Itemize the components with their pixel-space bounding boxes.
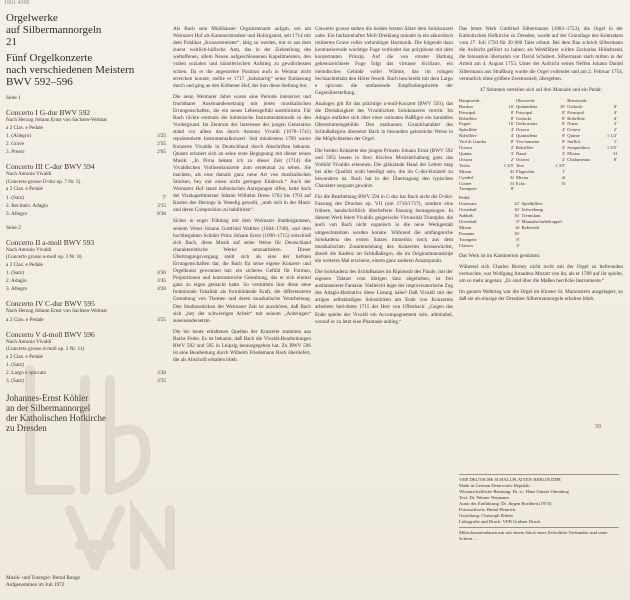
stop-name: Octavbaß (459, 207, 477, 213)
stop-name: Gedackt (567, 103, 583, 109)
divider (459, 527, 619, 528)
publisher-line: Autor der Einführung: Dr. Jürgen Buchheit (1973) (459, 501, 552, 506)
stop-name: Nasat (515, 151, 527, 156)
track-time: 3'20 (157, 370, 166, 377)
stoplist-header: Brustwerk: (567, 97, 588, 103)
track-row (6, 202, 166, 210)
stop-name: Bordun (459, 103, 473, 109)
track-name: 1. (Satz) (6, 270, 24, 277)
stop-name: Vox humana (515, 139, 539, 145)
work-source: Nach Antonio Vivaldi (6, 246, 52, 253)
work-original: (Concerto grosso a-moll op. 3 Nr. 8) (6, 254, 82, 261)
track-name: 1. (Satz) (6, 194, 24, 201)
stop-pitch: 1' (562, 168, 566, 174)
stop-name: Octava (515, 156, 529, 162)
stop-pitch: 2' (510, 145, 514, 151)
stoplist-header: Oberwerk: (515, 97, 536, 103)
divider (459, 474, 619, 475)
track-row (6, 369, 166, 377)
track-row (6, 148, 166, 156)
stop-pitch: 8' (510, 115, 514, 121)
performer-instrument: an der Silbermannorgel (6, 403, 91, 414)
stop-pitch: 16' (508, 103, 514, 109)
stop-name: Octava (459, 156, 473, 162)
stop-name: Rohrflöte (459, 115, 477, 121)
stop-name: Octava (567, 127, 581, 133)
accessory-name: Baßventil (521, 224, 540, 230)
stop-pitch: 5f (510, 180, 514, 186)
stop-pitch: 8' (510, 139, 514, 145)
stop-pitch: 16' (514, 230, 520, 236)
essay-column-1 (173, 26, 311, 368)
stop-name: Octavbaß (459, 218, 477, 224)
accessory-name: Manualschiebekoppel (521, 218, 562, 224)
track-time: 4'30 (157, 270, 166, 277)
stop-name: Trompete (459, 236, 477, 242)
stop-pitch: 4' (613, 109, 617, 115)
track-row (6, 194, 166, 202)
track-row (6, 377, 166, 385)
stoplist-row (459, 186, 619, 192)
stop-pitch: 16' (514, 213, 520, 219)
album-title-line3: BWV 592–596 (6, 76, 73, 88)
stop-pitch: 3' (613, 121, 617, 127)
stop-name: Mixtur (515, 174, 529, 180)
stop-name: Terz (515, 162, 525, 168)
stop-pitch: 1' (613, 139, 617, 145)
stop-pitch: 3' (562, 151, 566, 156)
track-time: 2'35 (157, 141, 166, 148)
stop-name: Cornet (459, 180, 472, 186)
stop-pitch: 6f (515, 224, 520, 230)
track-time: 8'30 (157, 210, 166, 217)
stop-pitch: 3f (510, 174, 514, 180)
work-title: Concerto I G-dur BWV 592 (6, 108, 91, 118)
work-title: Concerto II a-moll BWV 593 (6, 237, 95, 247)
paragraph: Analoges gilt für das prächtige a-moll-Konzert (BWV 593), das die Dreisätzigkeit des Vivaldischen Solokonzerts vertritt. Im Adagio entfaltet sich über einer ostinaten Baßfigur ein kantables Oberstimmengebilde. Den markanten Grundcharakter des Schlußallegros übersetzt Bach in besonders geistreiche Weise in die Möglichkeiten der Orgel. (315, 100, 453, 143)
track-row (6, 277, 166, 285)
series-title-line1: Orgelwerke (6, 12, 58, 24)
track-time: 7' (162, 194, 166, 201)
track-time: 4'20 (157, 286, 166, 293)
stop-pitch: 5f (561, 180, 566, 186)
track-row (6, 361, 166, 369)
catalog-code: 1661 4100 (4, 0, 30, 6)
credit-recorded: Aufgenommen im Juli 1972 (6, 582, 65, 588)
track-name: 1. (Allegro) (6, 133, 32, 140)
stop-name: Fagott (459, 121, 471, 127)
stop-name: Tertia (459, 162, 470, 168)
track-time: 3'35 (157, 378, 166, 385)
stop-pitch: 4' (613, 115, 617, 121)
stop-name: Viol di Gamba (459, 139, 487, 145)
track-name: 2. Recitativ. Adagio (6, 202, 49, 209)
performer-name: Johannes-Ernst Köhler (6, 393, 89, 404)
side-2-label: Seite 2 (6, 224, 21, 231)
work-original: (Concerto grosso D-dur op. 7 Nr. 5) (6, 178, 81, 185)
stop-name: Quintadena (515, 103, 538, 109)
stop-name: Rohrflöte (567, 115, 585, 121)
track-time: 2'05 (157, 149, 166, 156)
work-source: Nach Antonio Vivaldi (6, 171, 52, 178)
stop-pitch: 16' (508, 121, 514, 127)
paragraph: Die Solokadenz des Schlußsatzes im Ripienstil des Finale, mit der eigenen Taktart vom übrigen Satz abgehoben, ist frei ausfantasierte Fantasie. Vielleicht legte der improvisatorische Zug des Adagio-Rezitativs diese Lösung nahe? Daß Vivaldi mit der artigen selbständigen Solostücken am Ende von Konzerten arbeitete, berichtete 1715 der Herr von Uffenbach: „Gegen das Ende spielte der Vivaldi ein Accompagnement solo, admirabel, worauf er zu letzt eine Phantasie anhing.“ (315, 269, 453, 325)
publisher-box (459, 472, 619, 542)
accessory-name: Tremulant (521, 213, 541, 219)
track-row (6, 132, 166, 140)
stop-name: Nasat (567, 121, 578, 127)
publisher-line: Text: Dr. Werner Neumann (459, 495, 509, 500)
stop-pitch: 8' (562, 133, 566, 139)
stop-pitch: 1 1/2' (606, 133, 617, 139)
stop-pitch: 4' (562, 145, 566, 151)
stop-pitch: 8' (613, 103, 617, 109)
accessory-name: Spielhilfen: (521, 201, 543, 207)
publisher-footnote: Mikrofonaufnahmen mit seit einem Stück eines Zeitschlitz-Tonbandes sind unter Schirm … (459, 530, 608, 541)
stop-name: Posaune (459, 230, 475, 236)
essay-column-2 (315, 26, 453, 330)
stop-pitch: 2' (510, 156, 514, 162)
stop-name: Octava (515, 127, 529, 133)
stop-pitch: 32' (514, 201, 520, 207)
stop-pitch: 8' (510, 186, 514, 192)
stop-name: Chalumeaux (567, 156, 591, 162)
series-number: 21 (6, 36, 17, 48)
track-row (6, 316, 166, 324)
stop-pitch: 16' (559, 103, 566, 109)
series-title-line2: auf Silbermannorgeln (6, 24, 102, 36)
accessory-name: Schwebung (521, 207, 543, 213)
work-scoring: a 2 Clav. e Pedale (6, 316, 44, 323)
paragraph: Die neun Weimarer Jahre waren eine Periode intensiver und fruchtbarer Auseinandersetzung mit jenen musikalischen Errungenschaften, die ein neues Lebensgefühl ausdrückten. Für Bach rückte erstmals die italienische Instrumentalmusik in den Vordergrund. Im Zentrum des Interesses der jungen Generation stand vor allem das durch Antonio Vivaldi (1678–1741) repräsentierte Instrumentalkonzert. Seit mindestens 1709 waren Konzerte Vivaldis in Deutschland durch Abschriften bekannt. Quantz erinnert sich an seine erste Begegnung mit dieser neuen Musik: „In Pirna bekam ich zu dieser Zeit (1714) die Vivaldischen Violinenkonzerte zum erstenmal zu sehen. Sie machten, als eine damals ganz neue Art von musikalischen Stücken, bey mir einen nicht geringen Eindruck.“ Auch der Weimarer Hof stand italienischen Anregungen offen, hatte doch der Vizekapellmeister Johann Wilhelm Drese 1702 bis 1703 auf Kosten des Herzogs in Venedig geweilt, „umb sich in der Music und deren Composition zu habilitiren“. (173, 93, 311, 214)
paragraph: Im ganzen Welkrieg war die Orgel im Kloster St. Marienstern ausgelagert, so daß sie als einzige der Dresdner Silbermannorgeln erhalten blieb. (459, 288, 623, 302)
stop-name: Cymbel (459, 174, 474, 180)
album-title-line1: Fünf Orgelkonzerte (6, 52, 93, 64)
stop-pitch: 4' (516, 242, 520, 248)
paragraph: Die beiden Konzerte des jungen Prinzen Johann Ernst (BWV 592 und 595) lassen in ihrer frischen Musizierhaltung ganz das Vorbild Vivaldis erkennen. Die glänzende Hand der Lehrer mag bei aller Qualität wohl beteiligt sein, die im C-dur-Konzert zu bewundern ist. Bach hat in der Übertragung den typischen Charakter sorgsam gewahrt. (315, 147, 453, 189)
stop-name: Trompete (459, 186, 477, 192)
stop-name: Subbaß (459, 213, 473, 219)
paragraph: Concerto grosso stehen die beiden letzten Sätze dem Solokonzert nahe. Ein fanfarenhafter Moll-Dreiklang mündet in ein akkordisch imitiertes Grave voller wehmütiger Harmonik. Die folgende dazu kontrastierende wuchtige Fuge verbindet das polyphone mit dem konzertanten Prinzip. Auf die von ernster Haltung gekennzeichnete Fuge folgt das virtuose Siciliano, ein melodisches Gebilde voller Wärme, das im ruhigen Sechsachteltakt den Hörer fesselt. Bach beschreibt mit dem Largo e spiccato die umfassende Empfindungsbreite der Gegenüberstellung. (315, 26, 453, 96)
recording-credits (6, 575, 80, 589)
stop-name: Rohrflöte (459, 133, 477, 139)
track-row (6, 210, 166, 218)
stop-pitch (602, 186, 619, 192)
track-name: 2. Adagio (6, 278, 27, 285)
stop-pitch: 8' (562, 115, 566, 121)
side-1-label: Seite 1 (6, 95, 21, 101)
track-time: 3'25 (157, 133, 166, 140)
organ-column (459, 26, 623, 307)
stop-pitch: 8' (562, 109, 566, 115)
stop-pitch: 1 3/5' (503, 162, 514, 168)
work-title: Concerto III C-dur BWV 594 (6, 162, 95, 172)
paragraph: 47 Stimmen verteilen sich auf drei Manuale und ein Pedal: (479, 86, 603, 93)
stoplist-header: Hauptwerk: (459, 97, 481, 103)
work-source: Nach Herzog Johann Ernst von Sachsen-Weimar (6, 308, 108, 315)
performer-city: zu Dresden (6, 423, 47, 434)
stop-name: Untersatz (459, 201, 477, 207)
stop-name (516, 186, 551, 192)
work-original: (Concerto grosso d-moll op. 3 Nr. 11) (6, 346, 85, 353)
work-title: Concerto V d-moll BWV 596 (6, 329, 95, 339)
page-number: 58 (595, 424, 601, 430)
stop-name: Rohrflöte (515, 145, 534, 151)
track-row (6, 140, 166, 148)
stop-name: Flageolett (515, 168, 535, 174)
publisher-line: Lithografie und Druck: VEB Gothaer Druck (459, 519, 541, 524)
paragraph: Als Bach sein Mühlhäuser Organistenamt aufgab, um am Weimarer Hof als Kammermusiker und Hoforganist, seit 1714 mit dem Prädikat „Konzertmeister“, tätig zu werden, trat er aus dem zuerst weltlich-höfische Amt, das in der Zielstellung des weltoffenen, allem Neuen aufgeschlossenen Kapellmeisters, den vollen sozialen und künstlerischen Aufstieg zu gewährleisten schien. Da er die angestrebte Position auch in Weimar nicht erreichen konnte, stellte er 1717 „halsstarrig“ seine Entlassung durch und ging an den Köthener Hof, der ihm diese Stellung bot. (173, 26, 311, 89)
stop-pitch: 4' (510, 127, 514, 133)
publisher-line: VEB DEUTSCHE SCHALLPLATTEN BERLIN DDR (459, 477, 561, 482)
stop-name: Spitzflöte (459, 127, 477, 133)
track-name: 2. Largo e spiccato (6, 370, 47, 377)
publisher-line: Wissenschaftliche Beratung: Dr. sc. Hans-Günter Ottenberg (459, 489, 569, 494)
stop-name: Principal (515, 109, 533, 115)
stop-name: Quinta (459, 151, 472, 156)
work-source: Nach Herzog Johann Ernst von Sachsen-Weimar (6, 117, 108, 124)
stop-pitch: 3f (613, 151, 617, 156)
stop-name: Quintadena (515, 133, 538, 139)
stop-pitch: 4' (562, 127, 566, 133)
track-time: 3'45 (157, 278, 166, 285)
stop-pitch: 8' (516, 236, 520, 242)
stop-name: Sufflöt (567, 139, 580, 145)
title-column (6, 12, 166, 433)
stop-name: Mixtur (567, 151, 581, 156)
stop-pitch: 4' (510, 133, 514, 139)
stop-pitch: 4f (561, 174, 566, 180)
stop-name: Principal (459, 109, 476, 115)
stop-pitch: 4f (510, 168, 514, 174)
album-title-line2: nach verschiedenen Meistern (6, 64, 135, 76)
stop-pitch: 8' (516, 218, 520, 224)
stop-name: Gedackt (515, 115, 532, 121)
track-name: 3. Allegro (6, 210, 28, 217)
pedal-table (459, 195, 619, 248)
paragraph: Für die Bearbeitung BWV 594 in C-dur hat Bach nicht die D-dur-Fassung des Druckes op. VII (um 1716/1717), sondern eine frühere, handschriftlich überlieferte Fassung herangezogen. In diesem Werk feiert Vivaldis geigerische Virtuosität Triumphe, die auch von Bach nicht organisch in die neue Werkgestalt umgeschmolzen werden konnte. Während die umfangreiche Solokadenz des ersten Satzes immerhin noch aus dem musikalischen Zusammenhang des Konzertes herauswächst, ähnelt die Kadenz im Schlußallegro, die im Originalmanuskript ein weiteres Mal erscheint, einem ganz anderen Ansatzpunkt. (315, 194, 453, 264)
track-name: 2. Grave (6, 141, 25, 148)
stop-name: Principal (567, 109, 584, 115)
track-row (6, 269, 166, 277)
work-source: Nach Antonio Vivaldi (6, 338, 52, 345)
performer-venue: der Katholischen Hofkirche (6, 413, 106, 424)
stop-name: Echo (515, 180, 526, 186)
track-row (6, 285, 166, 293)
stop-pitch: 2' (613, 127, 617, 133)
work-scoring: a 2 Clav. e Pedale (6, 124, 43, 131)
stop-name (567, 186, 602, 192)
stoplist-table (459, 98, 619, 193)
stop-pitch: 8' (562, 121, 566, 127)
stop-pitch: 16' (514, 207, 520, 213)
stop-pitch (551, 186, 568, 192)
paragraph: Sicher in enger Fühlung mit dem Weimarer Stadtorganisten, seinem Vetter Johann Gottfried Walther (1684–1748), und dem hochbegabten Schüler Prinz Johann Ernst (1696–1715) entschloß sich Bach, diese Musik auf seine Weise für Deutschland charakteristische Werke umzuarbeiten. Dieser Übertragungsvorgang stellt sich als eine der tiefsten Errungenschaften dar, die Bach für seine eigene Konzert- und Orgelkunst gewonnen hat: ein sicheres Gefühl für Formen, Proportionen und kontrastreiche Gestaltung, das er sich einmal ganz zu eigen gemacht hatte. So vermitteln ihm diese neue funktionale Tonalität als formbildende Kraft, die differenzierte Gestaltung von Themen und deren musikalische Verarbeitung. Den Studienstücken der Weimarer Zeit ist anzuhören, daß Bach sich „bey der schwierigen Arbeit“ mit seinem „Anbringen“ auseinandersetzte. (173, 218, 311, 324)
stop-name: Octava (459, 145, 473, 151)
work-scoring: a 2 Clav. e Pedale (6, 261, 43, 268)
track-name: 1. (Satz) (6, 362, 24, 369)
stop-name: Mixtur (459, 224, 472, 230)
track-time: 3'15 (157, 202, 166, 209)
credit-direction: Musik- und Tonregie: Bernd Runge (6, 575, 80, 581)
paragraph: Das Werk ist im Kammerton gestimmt. (459, 252, 541, 259)
publisher-line: Fotonachweis: Bernd Heinrich (459, 507, 516, 512)
track-time: 3'55 (157, 316, 166, 323)
work-title: Concerto IV C-dur BWV 595 (6, 299, 95, 309)
stop-pitch: 3' (510, 151, 514, 156)
stop-name: Sesquialtera (567, 145, 590, 151)
work-scoring: a 2 Clav. e Pedale (6, 353, 43, 360)
paragraph: Die bis heute erhaltenen Quellen der Konzerte stammen aus Bachs Feder. Es ist bekannt, daß Bach die Vivaldi-Bearbeitungen BWV 592 und 595 in Leipzig herausgegeben hat. Zu BWV 596 ist eine Bearbeitung durch Wilhelm Friedemann Bach überliefert, die als Abschrift erhalten blieb. (173, 328, 311, 364)
paragraph: Das letzte Werk Gottfried Silbermanns (1683–1753), die Orgel in der Katholischen Hofkirche zu Dresden, wurde auf der Grundlage des Kontraktes vom 27. Juli 1750 für 20 000 Taler erbaut. Bei dem Bau schrieb Silbermann die Aufsicht geführt zu haben; als Werkführer wirkte Zacharias Hildebrand, die Intonation übernahm vor David Schubert. Silbermann starb mitten in der Arbeit am 4. August 1753. Unter der Aufsicht seines Neffen Johann Daniel Silbermann aus Straßburg wurde die Orgel vollendet und am 2. Februar 1754, vermutlich ohne größere Zeremoniell, übergeben. (459, 26, 623, 82)
track-name: 3. Allegro (6, 286, 28, 293)
stop-pitch: 1 3/5' (606, 145, 617, 151)
track-name: 3. Presto (6, 149, 25, 156)
stop-name: Quinte (567, 133, 580, 139)
track-name: 3. (Satz) (6, 378, 24, 385)
stop-pitch: 8' (613, 156, 617, 162)
stop-name: Unda maris (515, 121, 538, 127)
publisher-line: Made in German Democratic Republic (459, 483, 531, 488)
publisher-line: Gestaltung: Christoph Ehbets (459, 513, 514, 518)
paragraph: Während sich Charles Burney nicht recht mit der Orgel zu befreunden vermochte, war Wolfgang Amadeus Mozart von ihr, als er 1789 auf ihr spielte, um so mehr angetan: „Es sind über die Maßen herrliche Instrumente.“ (459, 263, 623, 284)
stop-pitch: 8' (562, 139, 566, 145)
stop-name: Mixtur (459, 168, 472, 174)
stop-pitch: 1 3/5' (555, 162, 566, 168)
work-scoring: a 2 Clav. e Pedale (6, 186, 43, 193)
stop-pitch: 8' (510, 109, 514, 115)
stoplist-header: Pedal: (459, 195, 471, 201)
stop-name: Clairon (459, 242, 473, 248)
stop-pitch: 2' (562, 156, 566, 162)
